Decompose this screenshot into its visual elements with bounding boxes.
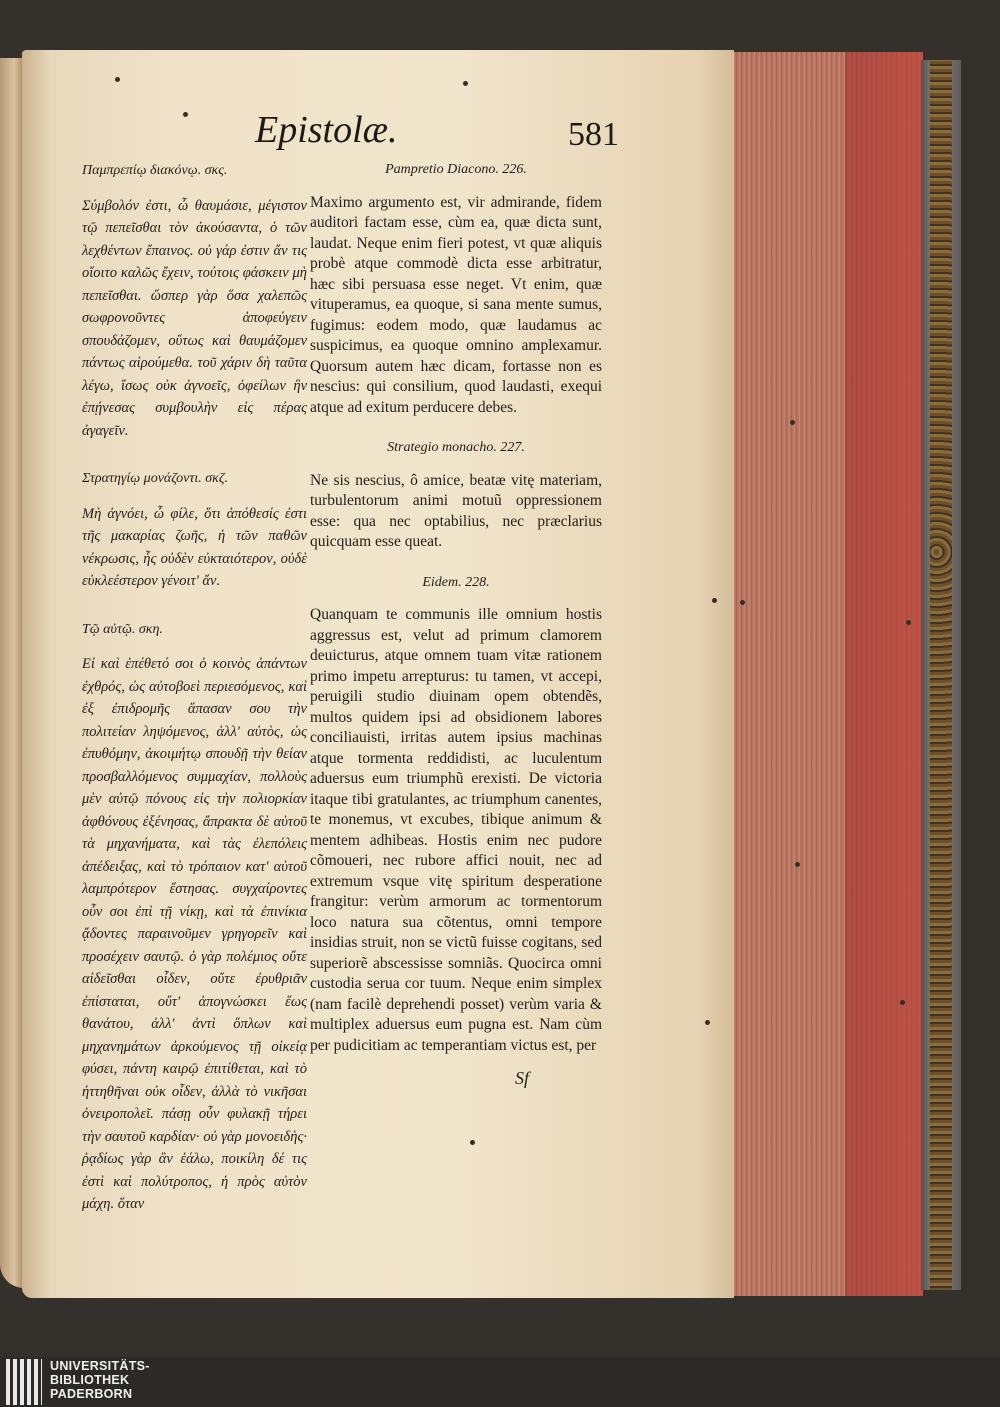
greek-text-227: Μὴ ἀγνόει, ὦ φίλε, ὅτι ἀπόθεσίς ἐστι τῆς μακαρίας ζωῆς, ἡ τῶν παθῶν νέκρωσις, ἧς οὐδὲν εὐκταιότερον, οὐδὲ εὐκλεέστερον γένοιτ' ἄν. xyxy=(82,505,307,589)
greek-letter-227 xyxy=(82,468,307,593)
worm-hole xyxy=(790,420,795,425)
worm-hole xyxy=(712,598,717,603)
greek-letter-228 xyxy=(82,619,307,1216)
greek-text-228: Εἰ καὶ ἐπέθετό σοι ὁ κοινὸς ἁπάντων ἐχθρός, ὡς αὐτοβοεὶ περιεσόμενος, καὶ ἐξ ἐπιδρομῆς ἅπασαν σου τὴν πολιτείαν ληψόμενος, ἀλλ' αὐτὸς, ὡς ἐπυθόμην, ἀκοιμήτῳ σπουδῇ τὴν θείαν προσβαλλόμενος συμμαχίαν, πολλοὺς μὲν αὐτῷ πόνους εἰς τὴν πολιορκίαν ἀφθόνους ἐξένησας, ἄπρακτα δὲ αὐτοῦ τὰ μηχανήματα, καὶ τὰς ἐλεπόλεις ἀπέδειξας, καὶ τὸ τρόπαιον κατ' αὐτοῦ λαμπρότερον ἔστησας. συγχαίροντες οὖν σοι ἐπὶ τῇ νίκῃ, καὶ τὰ ἐπινίκια ᾄδοντες παραινοῦμεν γρηγορεῖν καὶ προσέχειν σαυτῷ. ὁ γὰρ πολέμιος οὔτε αἰδεῖσθαι οἶδεν, οὔτε ἐρυθριᾶν ἐπίσταται, οὔτ' ἀπογνώσκει ἕως θανάτου, ἀλλ' ἀντὶ ὅπλων καὶ μηχανημάτων ἀρκούμενος τῇ οἰκείᾳ φύσει, πάντη καιρῷ ἐπιτίθεται, καὶ τὸ ἡττηθῆναι οὐκ οἶδεν, ἀλλὰ τὸ νικῆσαι ὀνειροπολεῖ. πάσῃ οὖν φυλακῇ τήρει τὴν σαυτοῦ καρδίαν· οὐ γὰρ μονοειδὴς· ῥᾳδίως γὰρ ἂν ἑάλω, ποικίλη δέ τις ἐστὶ καὶ πολύτροπος, ἡ πρὸς αὐτὸν μάχη. ὅταν xyxy=(82,656,307,1212)
latin-heading-226: Pampretio Diacono. 226. xyxy=(385,162,527,177)
marbled-board xyxy=(930,60,952,1290)
library-name-line3: PADERBORN xyxy=(50,1387,133,1401)
worm-hole xyxy=(115,77,120,82)
worm-hole xyxy=(705,1020,710,1025)
worm-hole xyxy=(470,1140,475,1145)
greek-heading-227: Στρατηγίῳ μονάζοντι. σκζ. xyxy=(82,471,229,486)
latin-text-227: Ne sis nescius, ô amice, beatæ vitę materiam, turbulentorum animi motuũ oppressionem esse: qua nec optabilius, nec præclarius quicquam esse queat. xyxy=(310,471,602,550)
page-number: 581 xyxy=(568,116,619,153)
worm-hole xyxy=(906,620,911,625)
worm-hole xyxy=(740,600,745,605)
worm-hole xyxy=(900,1000,905,1005)
signature-mark: Sf xyxy=(515,1068,530,1088)
library-logo-icon xyxy=(6,1359,42,1405)
left-page-edge xyxy=(0,58,24,1288)
latin-text-226: Maximo argumento est, vir admirande, fidem auditori factam esse, cùm ea, quæ dicta sunt, laudat. Neque enim fieri potest, vt quæ aliquis probè atque commodè dicta esse arbitratur, hæc sibi persuasa esse neget. Vt enim, quæ vituperamus, ea quoque, si sana mente sumus, fugimus: eodem modo, quæ laudamus ac suspicimus, ea quoque omnino amplexamur. Quorsum autem hæc dicam, fortasse non es nescius: qui consilium, quod laudasti, exequi atque ad exitum perducere debes. xyxy=(310,193,602,416)
library-name xyxy=(50,1359,150,1401)
latin-heading-227: Strategio monacho. 227. xyxy=(387,440,525,455)
page-edges xyxy=(733,52,923,1296)
latin-text-228: Quanquam te communis ille omnium hostis aggressus est, velut ad primum clamorem deuicturus, atque omnem tuam vitæ rationem primo impetu arrepturus: tu tamen, vt accepi, peruigili studio diuinam opem obtendẽs, multos quidem ipsi ad obsidionem labores conciliauisti, irritas autem ipsius machinas atque tormenta reddidisti, ac luculentum aduersus eum triumphũ erexisti. De victoria itaque tibi gratulantes, ac triumphum canentes, te monemus, vt excubes, tibique animum & mentem adhibeas. Hostis enim nec pudore cõmoueri, nec rubore affici nouit, nec ad extremum vsque vitę spiritum desperatione frangitur: verùm armorum ac tormentorum loco natura sua cõtentus, omni tempore insidias struit, non se victũ fuisse cogitans, sed superiorẽ abscessisse somniãs. Quocirca omni custodia serua cor tuum. Neque enim simplex (nam facilè deprehendi posset) verùm varia & multiplex aduersus eum pugna est. Nam cùm per pudicitiam ac temperantiam victus est, per xyxy=(310,606,602,1054)
worm-hole xyxy=(463,81,468,86)
latin-letter-227 xyxy=(310,438,602,553)
running-title: Epistolæ. xyxy=(255,109,398,151)
latin-heading-228: Eidem. 228. xyxy=(422,574,490,590)
library-footer xyxy=(0,1357,1000,1407)
greek-heading-226: Παμπρεπίῳ διακόνῳ. σκς. xyxy=(82,163,228,178)
greek-letter-226 xyxy=(82,160,307,442)
library-name-line1: UNIVERSITÄTS- xyxy=(50,1359,150,1373)
library-name-line2: BIBLIOTHEK xyxy=(50,1373,130,1387)
greek-text-226: Σύμβολόν ἐστι, ὦ θαυμάσιε, μέγιστον τῷ πεπεῖσθαι τὸν ἀκούσαντα, ὁ τῶν λεχθέντων ἔπαινος. οὐ γάρ ἐστιν ἄν τις οἴοιτο καλῶς ἔχειν, τούτοις φάσκειν μὴ πεπεῖσθαι. ὥσπερ γὰρ ὅσα χαλεπῶς σωφρονοῦντες ἀποφεύγειν σπουδάζομεν, οὕτως καὶ θαυμάζομεν πάντως αἱρούμεθα. τοῦ χάριν δὴ ταῦτα λέγω, ἴσως οὐκ ἀγνοεῖς, ὀφείλων ἣν ἐπῄνεσας συμβουλὴν εἰς πέρας ἀγαγεῖν. xyxy=(82,197,307,439)
worm-hole xyxy=(183,112,188,117)
greek-heading-228: Τῷ αὐτῷ. σκη. xyxy=(82,621,163,637)
latin-letter-228 xyxy=(310,573,602,1057)
latin-letter-226 xyxy=(310,160,602,418)
worm-hole xyxy=(795,862,800,867)
latin-column xyxy=(310,160,602,1076)
greek-column xyxy=(82,160,307,1242)
